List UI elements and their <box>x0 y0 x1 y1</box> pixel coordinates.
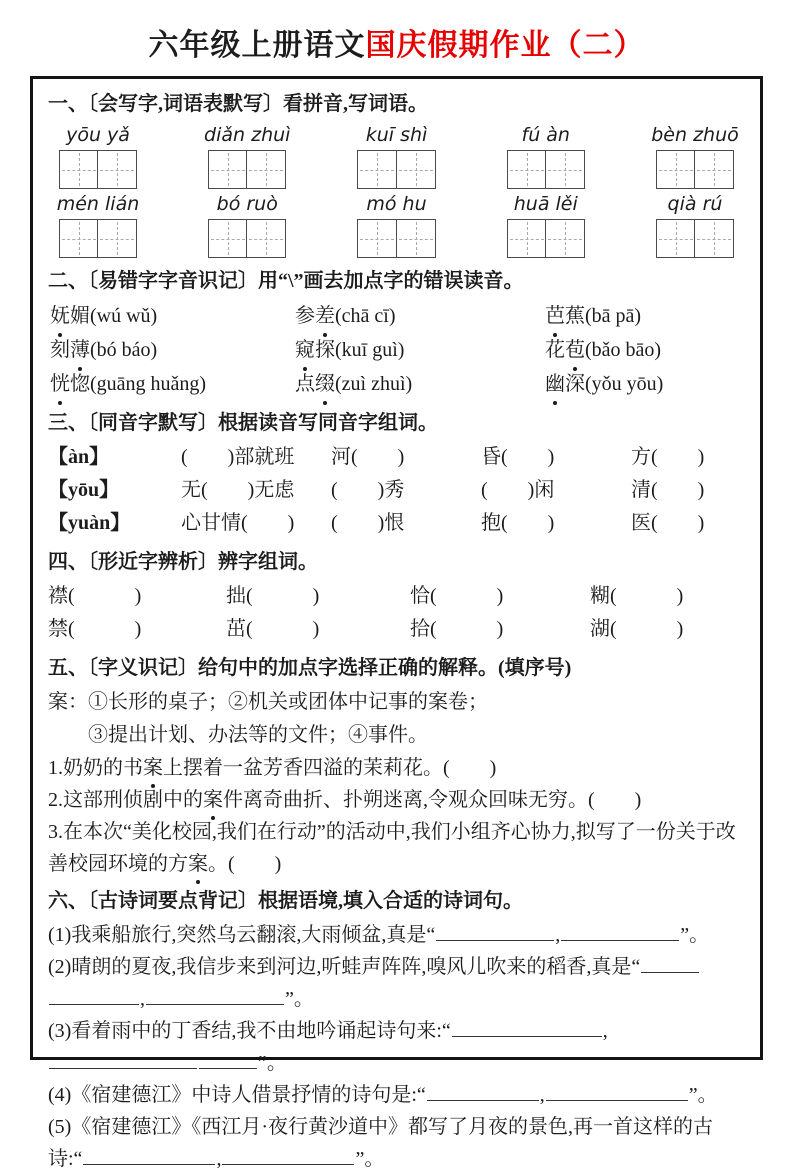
writing-box-cell[interactable] <box>59 219 99 258</box>
char: 蕉 <box>565 305 585 327</box>
similar-char-cell: 湖( ) <box>590 618 684 640</box>
writing-boxes[interactable] <box>59 219 137 258</box>
pinyin-label: mó hu <box>366 193 427 215</box>
pinyin-label: bó ruò <box>216 193 278 215</box>
text-segment: , <box>602 1020 608 1042</box>
cell-guide-horizontal <box>62 170 96 171</box>
similar-char-cell: 襟( ) <box>48 585 142 607</box>
cell-guide-horizontal <box>360 239 394 240</box>
text-segment: (3)看着雨中的丁香结,我不由地吟诵起诗句来:“ <box>48 1020 451 1042</box>
homophone-cell: 方( ) <box>631 446 705 468</box>
homophone-cell: ( )秀 <box>331 479 405 501</box>
dotted-char: 差 <box>315 299 335 333</box>
section3-heading: 三、〔同音字默写〕根据读音写同音字组词。 <box>48 412 438 434</box>
fill-in-blank[interactable] <box>436 926 554 941</box>
fill-in-blank[interactable] <box>641 958 699 973</box>
dotted-char: 薄 <box>70 333 90 367</box>
phrase-pinyin: (kuī guì) <box>335 339 405 361</box>
cell-guide-horizontal <box>697 239 731 240</box>
cell-guide-horizontal <box>659 239 693 240</box>
writing-box-cell[interactable] <box>656 219 696 258</box>
similar-char-cell: 拙( ) <box>226 585 320 607</box>
homophone-cell: ( )闲 <box>481 479 555 501</box>
writing-box-cell[interactable] <box>656 150 696 189</box>
phrase-pinyin: (bó báo) <box>90 339 158 361</box>
text-segment: 上摆着一盆芳香四溢的茉莉花。( ) <box>163 757 497 779</box>
phrase-item <box>545 299 743 333</box>
homophone-key: 【àn】 <box>48 446 110 468</box>
fill-in-blank[interactable] <box>146 990 284 1005</box>
dotted-char: 窥 <box>295 333 315 367</box>
text-segment: (5)《宿建德江》《西江月·夜行黄沙道中》都写了月夜的景色,再一首这样的古诗:“ <box>48 1116 713 1170</box>
section2-heading: 二、〔易错字字音识记〕用“\”画去加点字的错误读音。 <box>48 270 524 292</box>
writing-box-cell[interactable] <box>59 150 99 189</box>
phrase-pinyin: (zuì zhuì) <box>335 373 413 395</box>
writing-box-cell[interactable] <box>97 150 137 189</box>
section6-heading: 六、〔古诗词要点背记〕根据语境,填入合适的诗词句。 <box>48 890 523 912</box>
text-segment: ”。 <box>680 924 710 946</box>
homophone-row <box>48 441 745 474</box>
fill-in-blank[interactable] <box>83 1150 215 1165</box>
writing-boxes[interactable] <box>59 150 137 189</box>
section1-heading: 一、〔会写字,词语表默写〕看拼音,写词语。 <box>48 93 428 115</box>
writing-box-cell[interactable] <box>357 150 397 189</box>
fill-in-blank[interactable] <box>561 926 679 941</box>
page-title-red: 国庆假期作业（二） <box>365 29 645 62</box>
text-segment: 。( ) <box>208 853 282 875</box>
numbered-sentence <box>48 752 745 784</box>
text-segment: , <box>539 1084 545 1106</box>
homophone-cell: 昏( ) <box>481 446 555 468</box>
text-segment: ”。 <box>355 1148 385 1170</box>
homophone-row <box>48 507 745 540</box>
char: 探 <box>315 339 335 361</box>
homophone-cell: ( )恨 <box>331 512 405 534</box>
similar-char-cell: 茁( ) <box>226 618 320 640</box>
phrase-item <box>295 367 545 401</box>
cell-guide-horizontal <box>399 170 433 171</box>
homophone-rows <box>48 441 745 540</box>
pinyin-label: huā lěi <box>513 193 578 215</box>
homophone-cell: ( )部就班 <box>181 446 295 468</box>
phrase-item <box>295 299 545 333</box>
homophone-cell: 清( ) <box>631 479 705 501</box>
phrase-pinyin: (bǎo bāo) <box>585 339 662 361</box>
phrase-pinyin: (chā cī) <box>335 305 396 327</box>
fill-in-blank[interactable] <box>427 1086 539 1101</box>
pinyin-label: qià rú <box>667 193 723 215</box>
similar-char-row <box>48 580 745 613</box>
char: 媚 <box>70 305 90 327</box>
writing-box-cell[interactable] <box>208 219 248 258</box>
phrase-pinyin: (bā pā) <box>585 305 642 327</box>
dotted-char: 妩 <box>50 299 70 333</box>
cell-guide-horizontal <box>399 239 433 240</box>
writing-boxes[interactable] <box>357 219 435 258</box>
phrase-pinyin: (wú wǔ) <box>90 305 158 327</box>
poem-fill-item <box>48 919 745 951</box>
text-segment: ”。 <box>688 1084 718 1106</box>
text-segment: , <box>140 988 145 1010</box>
section5-heading: 五、〔字义识记〕给句中的加点字选择正确的解释。(填序号) <box>48 657 572 679</box>
writing-box-cell[interactable] <box>545 150 585 189</box>
definition-line: 案：①长形的桌子；②机关或团体中记事的案卷； <box>48 691 488 713</box>
pinyin-label: mén lián <box>56 193 140 215</box>
definition-lines <box>48 686 745 752</box>
numbered-sentence <box>48 784 745 816</box>
homophone-cell: 河( ) <box>331 446 405 468</box>
phrase-pinyin: (guāng huǎng) <box>90 373 207 395</box>
pinyin-write-group <box>647 122 743 189</box>
dotted-char: 缀 <box>315 367 335 401</box>
cell-guide-horizontal <box>360 170 394 171</box>
homophone-cell: 无( )无虑 <box>181 479 295 501</box>
writing-box-cell[interactable] <box>208 150 248 189</box>
phrase-item <box>50 367 295 401</box>
homophone-cell: 抱( ) <box>481 512 555 534</box>
homophone-cell: 医( ) <box>631 512 705 534</box>
pinyin-write-group <box>199 191 295 258</box>
writing-box-cell[interactable] <box>507 150 547 189</box>
pinyin-write-rows <box>48 122 745 258</box>
text-segment: ”。 <box>285 988 314 1010</box>
text-segment: 2.这部刑侦剧中的 <box>48 789 203 811</box>
similar-char-rows <box>48 580 745 646</box>
numbered-sentence <box>48 816 745 880</box>
pinyin-write-group <box>50 122 146 189</box>
writing-boxes[interactable] <box>656 150 734 189</box>
char: 深 <box>565 373 585 395</box>
writing-boxes[interactable] <box>507 150 585 189</box>
fill-in-blank[interactable] <box>199 1054 257 1069</box>
cell-guide-horizontal <box>659 170 693 171</box>
writing-box-cell[interactable] <box>357 219 397 258</box>
similar-char-cell: 拾( ) <box>410 618 504 640</box>
cell-guide-horizontal <box>100 239 134 240</box>
pinyin-write-group <box>498 122 594 189</box>
phrase-item <box>50 299 295 333</box>
cell-guide-horizontal <box>211 170 245 171</box>
cell-guide-horizontal <box>249 239 283 240</box>
dotted-char: 芭 <box>545 299 565 333</box>
writing-box-cell[interactable] <box>246 150 286 189</box>
cell-guide-horizontal <box>548 170 582 171</box>
pinyin-label: fú àn <box>521 124 570 146</box>
poem-fill-items <box>48 919 745 1175</box>
char: 花 <box>545 339 565 361</box>
pinyin-label: kuī shì <box>365 124 428 146</box>
writing-box-cell[interactable] <box>97 219 137 258</box>
poem-fill-item <box>48 1015 745 1079</box>
similar-char-cell: 糊( ) <box>590 585 684 607</box>
writing-boxes[interactable] <box>507 219 585 258</box>
phrase-item <box>50 333 295 367</box>
writing-box-cell[interactable] <box>694 219 734 258</box>
section4-heading: 四、〔形近字辨析〕辨字组词。 <box>48 551 318 573</box>
pinyin-write-group <box>349 191 445 258</box>
phrase-item <box>545 367 743 401</box>
pinyin-write-group <box>199 122 295 189</box>
text-segment: , <box>555 924 561 946</box>
cell-guide-horizontal <box>697 170 731 171</box>
cell-guide-horizontal <box>249 170 283 171</box>
worksheet-frame <box>30 76 763 1170</box>
fill-in-blank[interactable] <box>546 1086 688 1101</box>
similar-char-cell: 禁( ) <box>48 618 142 640</box>
writing-box-cell[interactable] <box>694 150 734 189</box>
definition-line: ③提出计划、办法等的文件；④事件。 <box>88 724 428 746</box>
writing-box-cell[interactable] <box>545 219 585 258</box>
dotted-char: 恍 <box>50 367 70 401</box>
text-segment: 3.在本次“美化校园,我们在行动”的活动中,我们小组齐心协力,拟写了一份关于改善校园环境的方 <box>48 821 736 875</box>
phrase-item <box>545 333 743 367</box>
writing-box-cell[interactable] <box>507 219 547 258</box>
text-segment: , <box>216 1148 222 1170</box>
cell-guide-horizontal <box>510 239 544 240</box>
fill-in-blank[interactable] <box>452 1022 602 1037</box>
page-title-black: 六年级上册语文 <box>148 29 366 62</box>
text-segment: ”。 <box>258 1052 287 1074</box>
dotted-char: 幽 <box>545 367 565 401</box>
poem-fill-item <box>48 1079 745 1111</box>
cell-guide-horizontal <box>510 170 544 171</box>
fill-in-blank[interactable] <box>49 1054 197 1069</box>
writing-boxes[interactable] <box>208 150 286 189</box>
pinyin-write-row <box>50 122 743 189</box>
pinyin-label: yōu yǎ <box>66 124 130 146</box>
cell-guide-horizontal <box>548 239 582 240</box>
pinyin-write-row <box>50 191 743 258</box>
fill-in-blank[interactable] <box>222 1150 354 1165</box>
phrase-grid <box>50 299 743 401</box>
dotted-char: 案 <box>143 752 163 784</box>
writing-boxes[interactable] <box>357 150 435 189</box>
cell-guide-horizontal <box>100 170 134 171</box>
phrase-pinyin: (yǒu yōu) <box>585 373 664 395</box>
similar-char-row <box>48 613 745 646</box>
writing-box-cell[interactable] <box>246 219 286 258</box>
page-title <box>0 26 793 66</box>
text-segment: (1)我乘船旅行,突然乌云翻滚,大雨倾盆,真是“ <box>48 924 436 946</box>
cell-guide-horizontal <box>62 239 96 240</box>
pinyin-write-group <box>498 191 594 258</box>
sentence-list <box>48 752 745 880</box>
dotted-char: 案 <box>188 848 208 880</box>
homophone-key: 【yuàn】 <box>48 512 131 534</box>
homophone-cell: 心甘情( ) <box>181 512 295 534</box>
pinyin-write-group <box>647 191 743 258</box>
pinyin-label: diǎn zhuì <box>204 124 291 146</box>
pinyin-label: bèn zhuō <box>651 124 739 146</box>
writing-box-cell[interactable] <box>396 219 436 258</box>
cell-guide-horizontal <box>211 239 245 240</box>
poem-fill-item <box>48 1111 745 1175</box>
text-segment: 件离奇曲折、扑朔迷离,令观众回味无穷。( ) <box>223 789 642 811</box>
char: 点 <box>295 373 315 395</box>
text-segment: 1.奶奶的书 <box>48 757 143 779</box>
poem-fill-item <box>48 951 745 1015</box>
pinyin-write-group <box>50 191 146 258</box>
dotted-char: 苞 <box>565 333 585 367</box>
dotted-char: 案 <box>203 784 223 816</box>
fill-in-blank[interactable] <box>49 990 139 1005</box>
similar-char-cell: 恰( ) <box>410 585 504 607</box>
phrase-item <box>295 333 545 367</box>
writing-boxes[interactable] <box>656 219 734 258</box>
text-segment: (2)晴朗的夏夜,我信步来到河边,听蛙声阵阵,嗅风儿吹来的稻香,真是“ <box>48 956 641 978</box>
text-segment: (4)《宿建德江》中诗人借景抒情的诗句是:“ <box>48 1084 426 1106</box>
char: 参 <box>295 305 315 327</box>
homophone-row <box>48 474 745 507</box>
char: 惚 <box>70 373 90 395</box>
homophone-key: 【yōu】 <box>48 479 120 501</box>
writing-boxes[interactable] <box>208 219 286 258</box>
char: 刻 <box>50 339 70 361</box>
writing-box-cell[interactable] <box>396 150 436 189</box>
pinyin-write-group <box>349 122 445 189</box>
